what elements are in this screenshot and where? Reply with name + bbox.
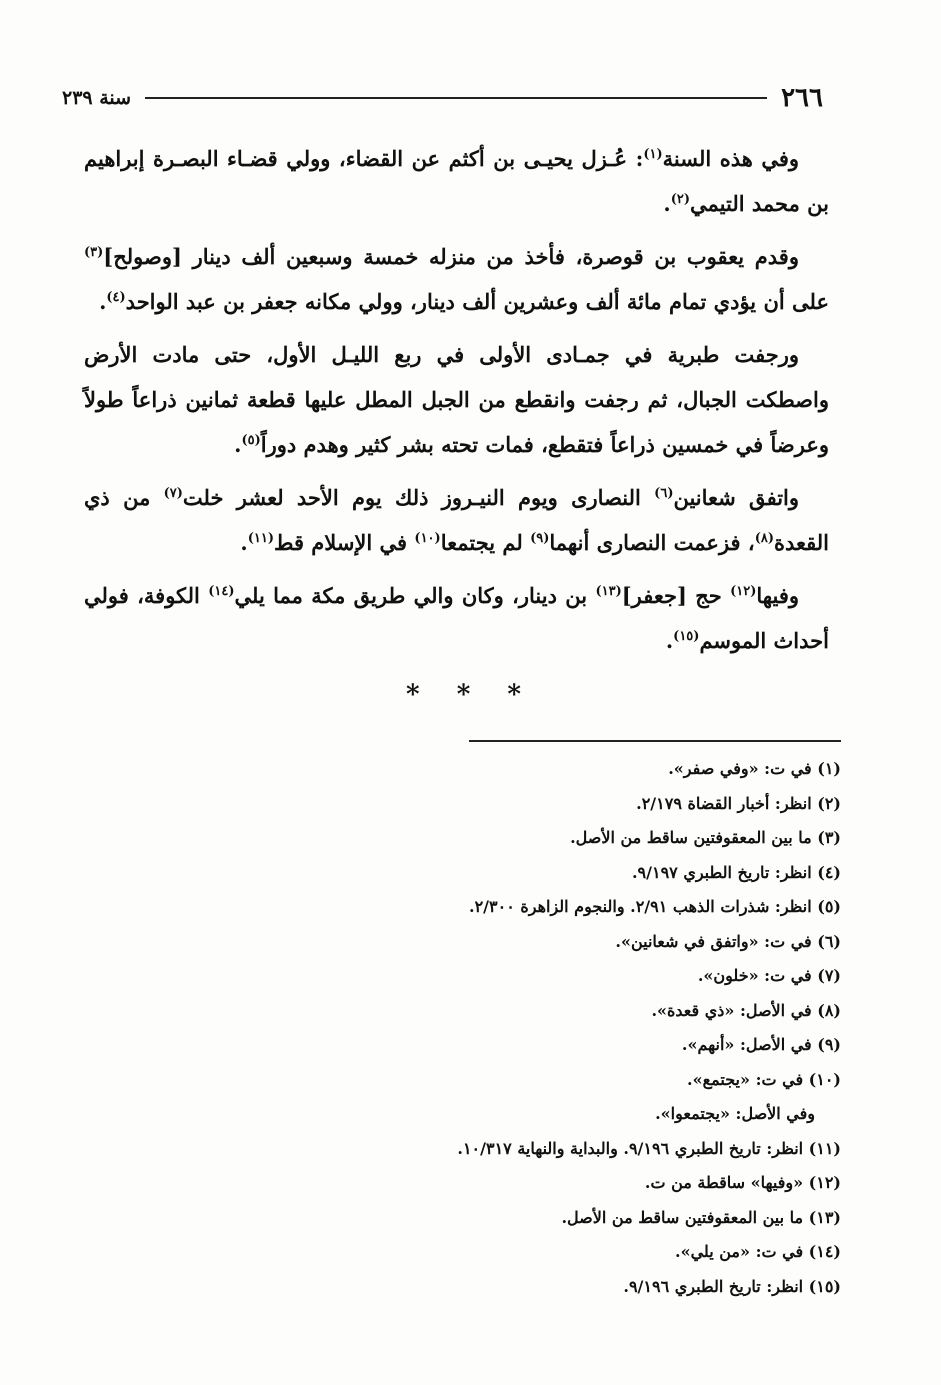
footnote: (٨) في الأصل: «ذي قعدة». (651, 1000, 841, 1020)
text-run: : عُـزل يحيـى بن أكثم عن القضاء، وولي قضـاء البصـرة إبراهيم بن محمد التيمي (84, 146, 829, 216)
footnote: (٢) انظر: أخبار القضاة ٢/١٧٩. (636, 793, 841, 813)
paragraph (84, 332, 829, 467)
text-run: من ذي القعدة (84, 485, 829, 555)
paragraph (84, 475, 829, 565)
footnote-marker: (١٥) (673, 629, 700, 644)
footnote: (١١) انظر: تاريخ الطبري ٩/١٩٦. والبداية والنهاية ١٠/٣١٧. (457, 1138, 841, 1158)
footnote-marker: (٣) (84, 245, 104, 260)
footnote-marker: (٤) (106, 290, 126, 305)
text-run: ورجفت طبرية في جمـادى الأولى في ربع الليـل الأول، حتى مادت الأرض واصطكت الجبال، ثم رجفت وانقطع من الجبل المطل عليها قطعة ثمانين ذراعاً طولاً وعرضاً في خمسين ذراعاً فتقطع، فمات تحته بشر كثير وهدم دوراً (84, 342, 829, 457)
running-head: سنة ٢٣٩ (62, 87, 132, 109)
main-text (84, 136, 829, 671)
text-run: وقدم يعقوب بن قوصرة، فأخذ من منزله خمسة وسبعين ألف دينار [وصولح] (103, 244, 799, 269)
text-run: وفيها (756, 583, 800, 608)
paragraph (84, 573, 829, 663)
footnote: (١) في ت: «وفي صفر». (668, 759, 841, 778)
footnote-marker: (١) (643, 147, 663, 162)
footnote-rule (469, 740, 841, 742)
section-separator: * * * (406, 680, 535, 710)
footnote: (١٥) انظر: تاريخ الطبري ٩/١٩٦. (623, 1276, 841, 1296)
footnote: (٧) في ت: «خلون». (697, 966, 841, 985)
text-run: ، فزعمت النصارى أنهما (549, 530, 755, 555)
paragraph (84, 234, 829, 324)
text-run: لم يجتمعا (440, 530, 531, 555)
footnote-marker: (٧) (163, 486, 183, 501)
page-number: ٢٦٦ (781, 83, 823, 113)
footnote: (٣) ما بين المعقوفتين ساقط من الأصل. (570, 828, 841, 847)
footnote-marker: (٨) (754, 531, 774, 546)
footnote: (٥) انظر: شذرات الذهب ٢/٩١. والنجوم الزاهرة ٢/٣٠٠. (468, 897, 841, 916)
footnote-marker: (١٠) (414, 531, 441, 546)
text-run: وفي هذه السنة (662, 146, 800, 171)
text-run: . (234, 432, 242, 457)
text-run: بن دينار، وكان والي طريق مكة مما يلي (234, 583, 596, 608)
footnote-marker: (٢) (670, 192, 691, 207)
footnote-marker: (١٣) (595, 584, 622, 599)
paragraph (84, 136, 829, 226)
footnote: (١٠) في ت: «يجتمع». (687, 1069, 841, 1089)
page-header (62, 80, 823, 116)
footnote-marker: (١١) (247, 531, 275, 546)
footnote-marker: (٩) (530, 531, 550, 546)
text-run: حج [جعفر] (621, 583, 731, 608)
text-run: . (240, 530, 248, 555)
footnote: (١٤) في ت: «من يلي». (675, 1242, 841, 1261)
text-run: . (663, 191, 671, 216)
text-run: الكوفة، فولي أحداث الموسم (84, 583, 829, 653)
footnote: (١٢) «وفيها» ساقطة من ت. (644, 1173, 841, 1192)
footnote: (٦) في ت: «واتفق في شعانين». (615, 931, 841, 951)
text-run: . (665, 628, 674, 653)
footnote: (٩) في الأصل: «أنهم». (681, 1035, 841, 1054)
text-run: واتفق شعانين (673, 485, 800, 510)
text-run: على أن يؤدي تمام مائة ألف وعشرين ألف دينار، وولي مكانه جعفر بن عبد الواحد (125, 289, 829, 314)
text-run: النصارى ويوم النيـروز ذلك يوم الأحد لعشر خلت (182, 485, 655, 510)
footnote-marker: (٦) (654, 486, 674, 501)
footnote: (٤) انظر: تاريخ الطبري ٩/١٩٧. (631, 862, 841, 882)
header-rule (145, 97, 767, 99)
footnote: (١٣) ما بين المعقوفتين ساقط من الأصل. (561, 1207, 841, 1227)
footnote-marker: (٥) (241, 433, 261, 448)
footnote-marker: (١٤) (208, 584, 235, 599)
text-run: في الإسلام قط (274, 530, 415, 555)
footnotes (80, 752, 841, 1304)
footnote-marker: (١٢) (730, 584, 757, 599)
footnote-continuation: وفي الأصل: «يجتمعوا». (655, 1104, 815, 1123)
text-run: . (99, 289, 107, 314)
